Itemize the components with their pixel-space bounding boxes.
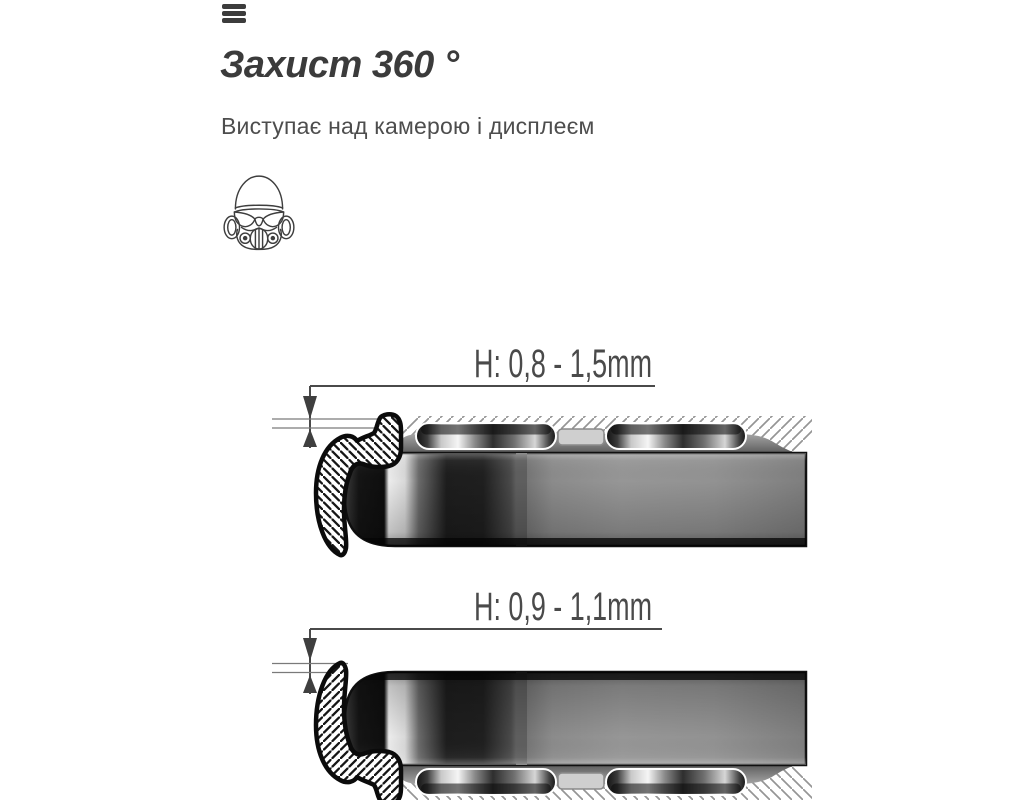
hamburger-bar bbox=[222, 11, 246, 16]
measurement-label-camera: H: 0,8 - 1,5mm bbox=[474, 342, 652, 386]
hamburger-menu-icon[interactable] bbox=[222, 4, 246, 25]
page-title: Захист 360 ° bbox=[220, 44, 459, 86]
display-protrusion-diagram bbox=[0, 570, 1024, 800]
camera-protrusion-diagram bbox=[0, 332, 1024, 564]
page-subtitle: Виступає над камерою і дисплеєм bbox=[221, 113, 595, 139]
hamburger-bar bbox=[222, 4, 246, 9]
hamburger-bar bbox=[222, 18, 246, 23]
stormtrooper-helmet-icon bbox=[223, 171, 295, 251]
measurement-label-display: H: 0,9 - 1,1mm bbox=[474, 585, 652, 629]
